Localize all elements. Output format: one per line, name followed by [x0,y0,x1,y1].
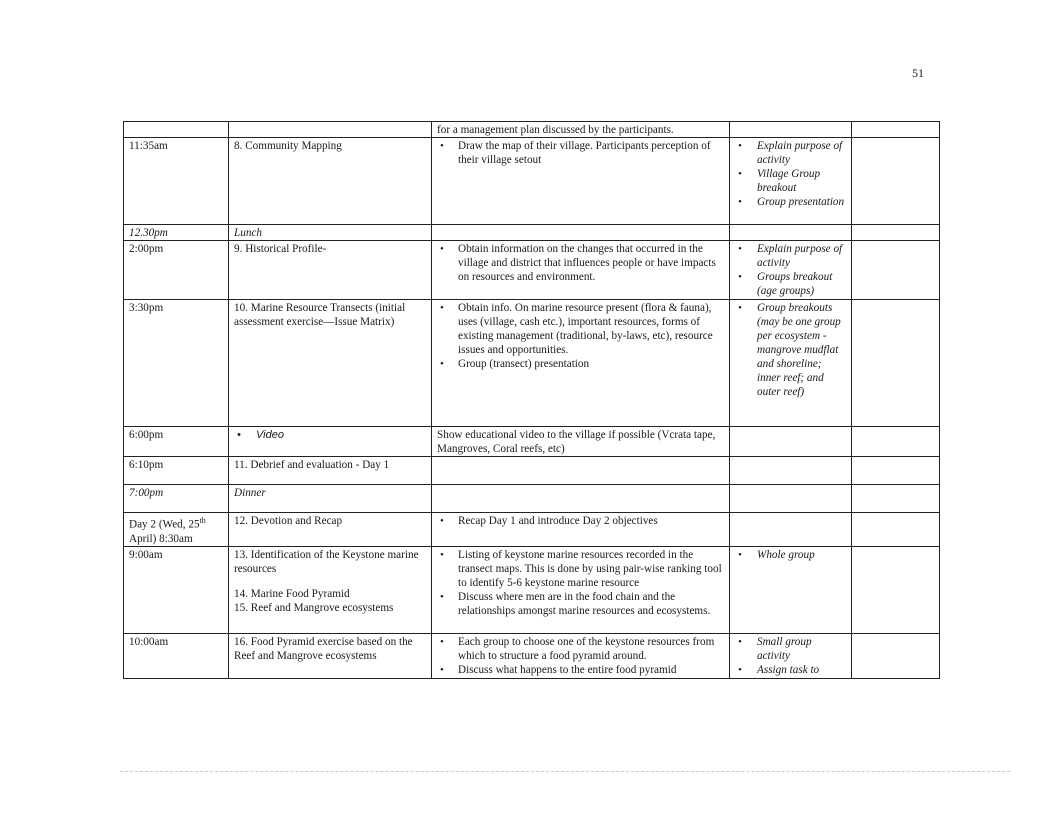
activity-cell: Lunch [229,225,432,241]
description-cell [432,241,730,300]
activity-cell: 9. Historical Profile- [229,241,432,300]
time-cell: 10:00am [124,633,229,678]
time-cell: 6:10pm [124,457,229,485]
description-cell [432,485,730,513]
notes-cell [852,138,940,225]
page-number: 51 [912,66,924,80]
description-cell [432,633,730,678]
list-item: • Groups breakout (age groups) [735,270,847,298]
time-cell: 11:35am [124,138,229,225]
description-cell [432,300,730,427]
table-row [124,427,940,457]
activity-cell: 10. Marine Resource Transects (initial assessment exercise—Issue Matrix) [229,300,432,427]
list-item: • Discuss where men are in the food chain and the relationships amongst marine resources and ecosystems. [437,590,725,618]
description-cell [432,546,730,633]
list-item: • Group breakouts (may be one group per ecosystem - mangrove mudflat and shoreline; inner reef; and outer reef) [735,301,847,399]
table-row [124,300,940,427]
table-row [124,513,940,547]
method-cell [730,427,852,457]
time-cell [124,122,229,138]
time-cell: 2:00pm [124,241,229,300]
list-item: • Small group activity [735,635,847,663]
list-item: • Obtain information on the changes that occurred in the village and district that influences people or have impacts on resources and environment. [437,242,725,284]
time-cell: 6:00pm [124,427,229,457]
activity-cell: 12. Devotion and Recap [229,513,432,547]
activity-cell [229,122,432,138]
table-row [124,225,940,241]
scan-edge-line [120,771,1010,772]
method-cell [730,457,852,485]
method-cell [730,225,852,241]
list-item: • Village Group breakout [735,167,847,195]
description-cell [432,225,730,241]
time-cell: 12.30pm [124,225,229,241]
list-item: • Each group to choose one of the keystone resources from which to structure a food pyramid around. [437,635,725,663]
activity-cell [229,427,432,457]
method-cell [730,485,852,513]
list-item: • Obtain info. On marine resource present (flora & fauna), uses (village, cash etc.), important resources, forms of existing management (traditional, by-laws, etc), resource issues and opportunities. [437,301,725,357]
method-cell [730,300,852,427]
table-row [124,122,940,138]
method-cell [730,546,852,633]
method-cell [730,513,852,547]
list-item: • Draw the map of their village. Participants perception of their village setout [437,139,725,167]
table-row [124,138,940,225]
activity-cell: 16. Food Pyramid exercise based on the Reef and Mangrove ecosystems [229,633,432,678]
time-cell: 7:00pm [124,485,229,513]
description-cell [432,457,730,485]
notes-cell [852,485,940,513]
table-row [124,241,940,300]
notes-cell [852,633,940,678]
notes-cell [852,122,940,138]
table-row [124,457,940,485]
list-item: • Explain purpose of activity [735,242,847,270]
notes-cell [852,427,940,457]
description-cell [432,513,730,547]
list-item: • Group (transect) presentation [437,357,725,371]
notes-cell [852,241,940,300]
method-cell [730,633,852,678]
list-item: • Assign task to [735,663,847,677]
time-cell: 9:00am [124,546,229,633]
activity-cell: Dinner [229,485,432,513]
description-cell: for a management plan discussed by the participants. [432,122,730,138]
method-cell [730,122,852,138]
notes-cell [852,225,940,241]
activity-cell: 13. Identification of the Keystone marine resources 14. Marine Food Pyramid 15. Reef and Mangrove ecosystems [229,546,432,633]
list-item: • Group presentation [735,195,847,209]
description-cell [432,138,730,225]
notes-cell [852,513,940,547]
notes-cell [852,457,940,485]
table-row [124,485,940,513]
list-item: • Explain purpose of activity [735,139,847,167]
list-item: • Whole group [735,548,847,562]
list-item: • Discuss what happens to the entire food pyramid [437,663,725,677]
activity-cell: 11. Debrief and evaluation - Day 1 [229,457,432,485]
list-item: • Recap Day 1 and introduce Day 2 objectives [437,514,725,528]
notes-cell [852,300,940,427]
notes-cell [852,546,940,633]
workshop-schedule-table [123,121,940,679]
description-cell: Show educational video to the village if possible (Vcrata tape, Mangroves, Coral reefs, etc) [432,427,730,457]
list-item: • Listing of keystone marine resources recorded in the transect maps. This is done by using pair-wise ranking tool to identify 5-6 keystone marine resource [437,548,725,590]
method-cell [730,138,852,225]
time-cell: Day 2 (Wed, 25th April) 8:30am [124,513,229,547]
list-item: • Video [234,428,427,442]
time-cell: 3:30pm [124,300,229,427]
activity-cell: 8. Community Mapping [229,138,432,225]
table-row [124,546,940,633]
table-row [124,633,940,678]
method-cell [730,241,852,300]
